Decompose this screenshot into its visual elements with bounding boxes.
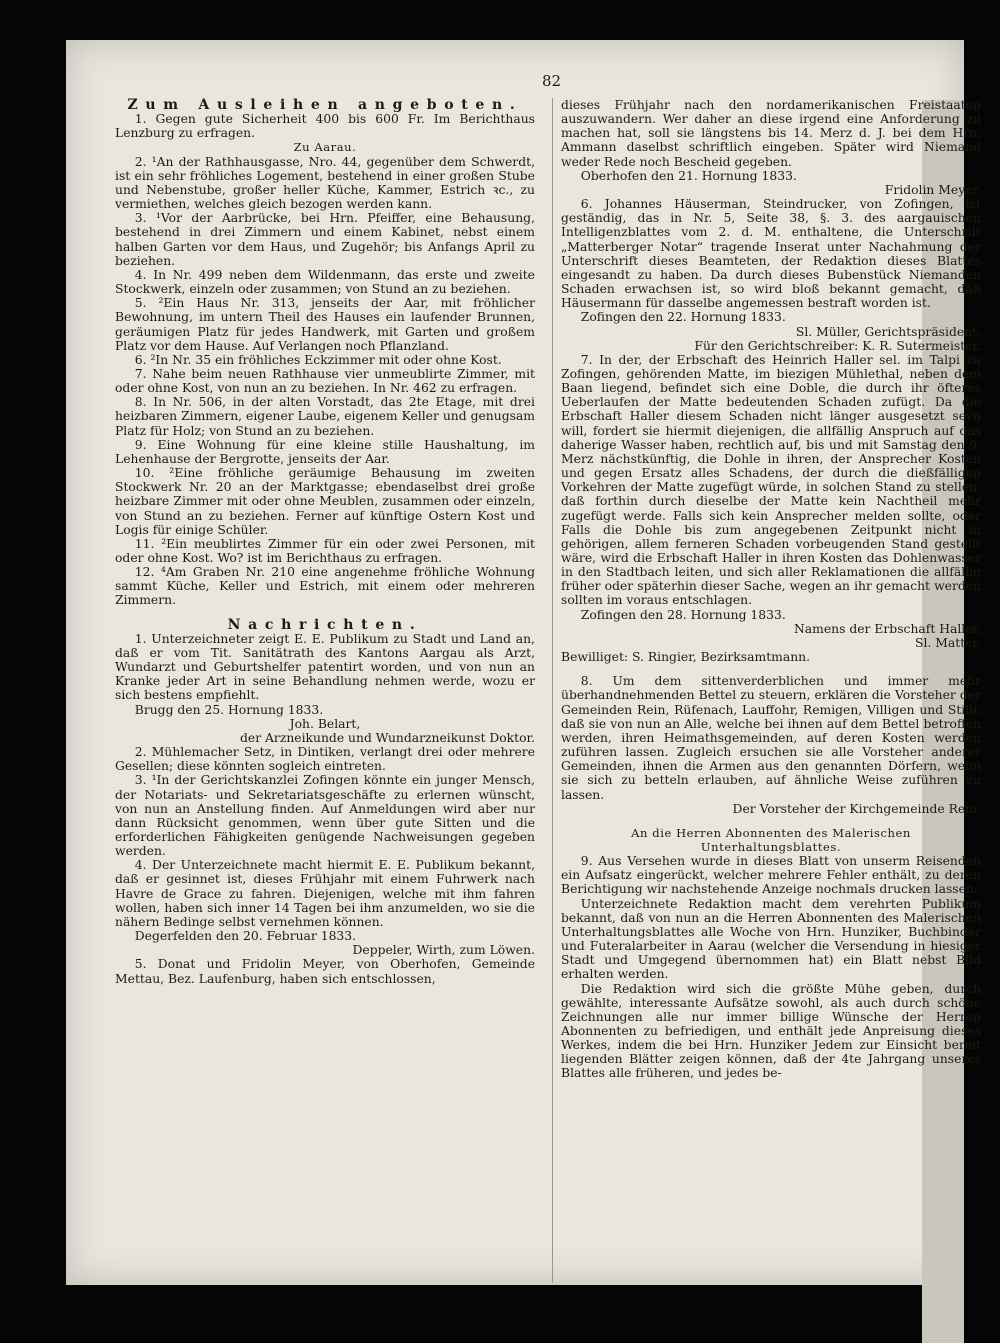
text-paragraph: 8. In Nr. 506, in der alten Vorstadt, das 2te Etage, mit drei heizbaren Zimmern, eigener Laube, eigenem Keller und genugsam Platz für Holz; von Stund an zu beziehen. bbox=[115, 395, 535, 438]
signature: Namens der Erbschaft Haller, bbox=[793, 621, 981, 636]
signature: Joh. Belart, bbox=[289, 716, 361, 731]
text-paragraph: Oberhofen den 21. Hornung 1833. bbox=[580, 168, 797, 183]
section-title: Nachrichten. bbox=[227, 616, 423, 633]
spacer bbox=[561, 816, 981, 826]
signature: Fridolin Meyer. bbox=[884, 182, 981, 197]
text-paragraph: 9. Aus Versehen wurde in dieses Blatt von unserm Reisenden ein Aufsatz eingerückt, welcher mehrere Fehler enthält, zu deren Berichtigung wir nachstehende Anzeige nochmals drucken lassen: bbox=[561, 854, 981, 897]
text-paragraph: 2. ¹An der Rathhausgasse, Nro. 44, gegenüber dem Schwerdt, ist ein sehr fröhliches Logement, bestehend in einer großen Stube und Nebenstube, großer heller Küche, Kammer, Estrich ꝛc., zu vermiethen, welches gleich bezogen werden kann. bbox=[115, 154, 535, 212]
text-paragraph: 10. ²Eine fröhliche geräumige Behausung im zweiten Stockwerk Nr. 20 an der Marktgasse; ebendaselbst drei große heizbare Zimmer mit oder ohne Meublen, zusammen oder einzeln, von Stund an zu beziehen. Ferner auf künftige Ostern Kost und Logis für einige Schüler. bbox=[115, 466, 535, 537]
text-paragraph: 9. Eine Wohnung für eine kleine stille Haushaltung, im Lehenhause der Bergrotte, jenseits der Aar. bbox=[115, 437, 535, 466]
text-paragraph: 12. ⁴Am Graben Nr. 210 eine angenehme fröhliche Wohnung sammt Küche, Keller und Estrich, mit einem oder mehreren Zimmern. bbox=[115, 565, 535, 608]
text-paragraph: Degerfelden den 20. Februar 1833. bbox=[134, 929, 357, 944]
text-paragraph: 6. Johannes Häuserman, Steindrucker, von Zofingen, ist geständig, das in Nr. 5, Seite 38, §. 3. des aargauischen Intelligenzblattes vom 2. d. M. enthaltene, die Unterschrift „Matterberger Notar“ tragende Inserat unter Nachahmung der Unterschrift dieses Beamteten, der Redaktion dieses Blattes eingesandt zu haben. Da durch dieses Bubenstück Niemanden Schaden erwachsen ist, so wird bloß bekannt gemacht, daß Häusermann für dasselbe angemessen bestraft worden ist. bbox=[561, 197, 981, 311]
text-paragraph: Zofingen den 22. Hornung 1833. bbox=[580, 310, 786, 325]
spacer bbox=[561, 664, 981, 674]
signature: Sl. Matter. bbox=[915, 635, 981, 650]
left-column bbox=[115, 98, 535, 986]
signature: der Arzneikunde und Wundarzneikunst Doktor. bbox=[239, 730, 535, 745]
section-title: Zum Ausleihen angeboten. bbox=[127, 97, 523, 113]
text-paragraph: 4. Der Unterzeichnete macht hiermit E. E. Publikum bekannt, daß er gesinnet ist, dieses Frühjahr mit einem Fuhrwerk nach Havre de Grace zu fahren. Diejenigen, welche mit ihm fahren wollen, haben sich inner 14 Tagen bei ihm anzumelden, wo sie die nähern Bedinge selbst vernehmen können. bbox=[115, 858, 535, 929]
signature: Deppeler, Wirth, zum Löwen. bbox=[352, 943, 535, 958]
signature: Der Vorsteher der Kirchgemeinde Rein. bbox=[732, 801, 981, 816]
text-paragraph: Unterzeichnete Redaktion macht dem verehrten Publikum bekannt, daß von nun an die Herren Abonnenten des Malerischen Unterhaltungsblattes alle Woche von Hrn. Hunziker, Buchbinder und Futeralarbeiter in Aarau (welcher die Versendung in hiesiger Stadt und Umgegend übernommen hat) ein Blatt nebst Bild erhalten werden. bbox=[561, 896, 981, 982]
text-paragraph: 8. Um dem sittenverderblichen und immer mehr überhandnehmenden Bettel zu steuern, erklären die Vorsteher der Gemeinden Rein, Rüfenach, Lauffohr, Remigen, Villigen und Stilli, daß sie von nun an Alle, welche bei ihnen auf dem Bettel betroffen werden, ihren Heimathsgemeinden, auf deren Kosten werden zuführen lassen. Zugleich ersuchen sie alle Vorsteher anderer Gemeinden, ihnen die Armen aus den genannten Dörfern, wenn sie sich zu betteln erlauben, auf ähnliche Weise zuführen zu lassen. bbox=[561, 674, 981, 802]
text-paragraph: 7. In der, der Erbschaft des Heinrich Haller sel. im Talpi zu Zofingen, gehörenden Matte, im biezigen Mühlethal, neben dem Baan liegend, befindet sich eine Doble, die durch ihr öfteres Ueberlaufen der Matte bedeutenden Schaden zufügt. Da die Erbschaft Haller diesem Schaden nicht länger ausgesetzt seyn will, fordert sie hiermit diejenigen, die allfällig Anspruch auf das daherige Wasser haben, rechtlich auf, bis und mit Samstag den 9. Merz nächstkünftig, die Dohle in ihren, der Ansprecher Kosten und gegen Ersatz alles Schadens, der durch die dießfälligen Vorkehren der Matte zugefügt würde, in solchen Stand zu stellen, daß forthin durch dieselbe der Matte kein Nachtheil mehr zugefügt werde. Falls sich kein Ansprecher melden sollte, oder Falls die Dohle bis zum angegebenen Zeitpunkt nicht in gehörigen, allem ferneren Schaden vorbeugenden Stand gestellt wäre, wird die Erbschaft Haller in ihren Kosten das Dohlenwasser in den Stadtbach leiten, und sich aller Reklamationen die allfällig früher oder späterhin dieser Sache, wegen an ihr gemacht werden sollten im voraus entschlagen. bbox=[561, 352, 981, 608]
text-paragraph: 7. Nahe beim neuen Rathhause vier unmeublirte Zimmer, mit oder ohne Kost, von nun an zu beziehen. In Nr. 462 zu erfragen. bbox=[115, 366, 535, 396]
right-column bbox=[561, 98, 981, 1081]
text-paragraph: 11. ²Ein meublirtes Zimmer für ein oder zwei Personen, mit oder ohne Kost. Wo? ist im Berichthaus zu erfragen. bbox=[115, 536, 535, 565]
text-paragraph: 6. ²In Nr. 35 ein fröhliches Eckzimmer mit oder ohne Kost. bbox=[134, 352, 502, 367]
text-paragraph: Brugg den 25. Hornung 1833. bbox=[134, 702, 324, 717]
page-number: 82 bbox=[542, 72, 562, 90]
text-paragraph: 1. Unterzeichneter zeigt E. E. Publikum zu Stadt und Land an, daß er vom Tit. Sanitätrath des Kantons Aargau als Arzt, Wundarzt und Geburtshelfer patentirt worden, und von nun an Kranke jeder Art in seine Behandlung nehmen werde, wozu er sich bestens empfiehlt. bbox=[115, 631, 535, 703]
text-paragraph: 4. In Nr. 499 neben dem Wildenmann, das erste und zweite Stockwerk, einzeln oder zusammen; von Stund an zu beziehen. bbox=[115, 267, 535, 297]
text-paragraph: Bewilliget: S. Ringier, Bezirksamtmann. bbox=[561, 650, 811, 665]
subheading: An die Herren Abonnenten des Malerischen Unterhaltungsblattes. bbox=[631, 825, 911, 854]
subheading: Zu Aarau. bbox=[293, 140, 357, 155]
text-paragraph: 3. ¹Vor der Aarbrücke, bei Hrn. Pfeiffer, eine Behausung, bestehend in drei Zimmern und einem Kabinet, nebst einem halben Garten vor dem Haus, und Zugehör; bis Anfangs April zu beziehen. bbox=[115, 211, 535, 268]
column-divider bbox=[552, 98, 553, 1283]
text-paragraph: dieses Frühjahr nach den nordamerikanischen Freistaaten auszuwandern. Wer daher an diese irgend eine Anforderung zu machen hat, soll sie längstens bis 14. Merz d. J. bei dem Hrn. Ammann daselbst schriftlich eingeben. Später wird Niemand weder Rede noch Bescheid gegeben. bbox=[561, 98, 981, 169]
signature: Sl. Müller, Gerichtspräsident. bbox=[795, 324, 981, 339]
text-paragraph: 3. ¹In der Gerichtskanzlei Zofingen könnte ein junger Mensch, der Notariats- und Sekretariatsgeschäfte zu erlernen wünscht, von nun an Anstellung finden. Auf Anmeldungen wird aber nur dann Rücksicht genommen, wenn über gute Sitten und die erforderlichen Fähigkeiten genügende Nachweisungen gegeben werden. bbox=[115, 773, 535, 859]
text-paragraph: 2. Mühlemacher Setz, in Dintiken, verlangt drei oder mehrere Gesellen; diese könnten sogleich eintreten. bbox=[115, 745, 535, 774]
newspaper-page bbox=[66, 40, 981, 1285]
signature: Für den Gerichtschreiber: K. R. Sutermeister. bbox=[694, 338, 981, 353]
text-paragraph: 5. ²Ein Haus Nr. 313, jenseits der Aar, mit fröhlicher Bewohnung, im untern Theil des Hauses ein laufender Brunnen, geräumigen Platz für jedes Handwerk, mit Garten und großem Platz vor dem Hause. Auf Verlangen noch Pflanzland. bbox=[115, 296, 535, 353]
text-paragraph: 1. Gegen gute Sicherheit 400 bis 600 Fr. Im Berichthaus Lenzburg zu erfragen. bbox=[115, 112, 535, 141]
text-paragraph: Die Redaktion wird sich die größte Mühe geben, durch gewählte, interessante Aufsätze sowohl, als auch durch schöne Zeichnungen alle nur immer billige Wünsche der Herren Abonnenten zu befriedigen, und enthält jede Anpreisung dieses Werkes, indem die bei Hrn. Hunziker Jedem zur Einsicht bereit liegenden Blätter zeigen können, daß der 4te Jahrgang unseres Blattes alle früheren, und jedes be- bbox=[561, 981, 981, 1081]
text-paragraph: 5. Donat und Fridolin Meyer, von Oberhofen, Gemeinde Mettau, Bez. Laufenburg, haben sich entschlossen, bbox=[115, 957, 535, 986]
text-paragraph: Zofingen den 28. Hornung 1833. bbox=[580, 607, 786, 622]
